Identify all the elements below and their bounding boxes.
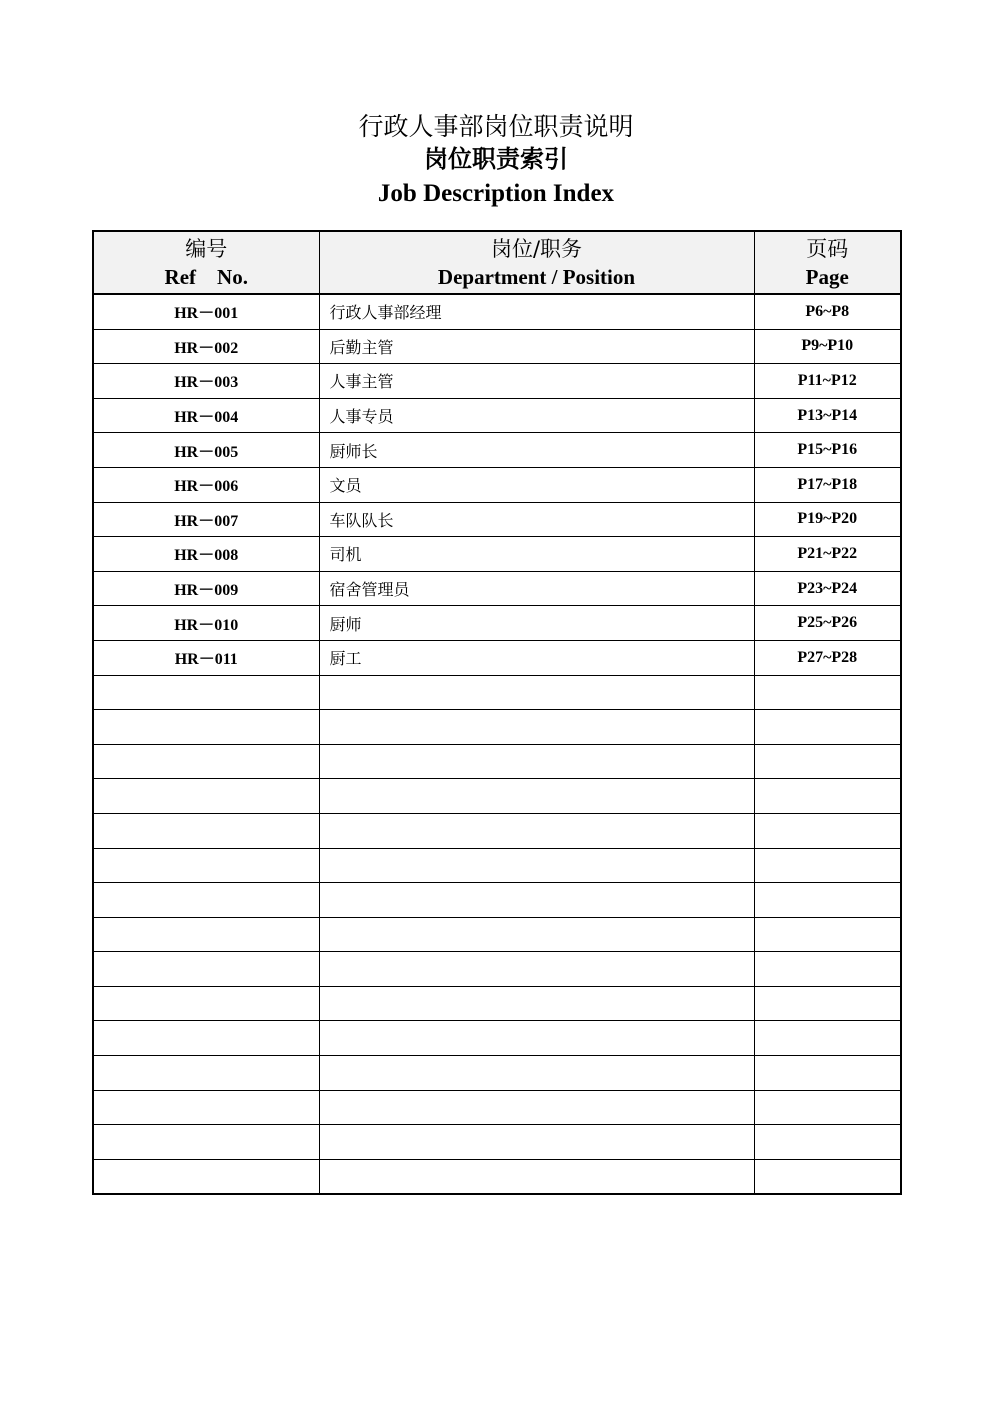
ref-no-header-en: Ref No. xyxy=(164,264,248,289)
table-row xyxy=(93,398,901,433)
page-cell: P27~P28 xyxy=(754,640,901,675)
empty-cell xyxy=(754,710,901,745)
table-row xyxy=(93,537,901,572)
empty-cell xyxy=(93,1056,319,1091)
empty-cell xyxy=(754,779,901,814)
position-cell: 司机 xyxy=(319,537,754,572)
empty-cell xyxy=(93,744,319,779)
empty-cell xyxy=(754,1159,901,1194)
empty-cell xyxy=(319,986,754,1021)
empty-cell xyxy=(754,986,901,1021)
position-header xyxy=(319,231,754,294)
position-header-cn: 岗位/职务 xyxy=(490,236,583,261)
empty-cell xyxy=(93,779,319,814)
ref-cell: HR－004 xyxy=(93,398,319,433)
empty-table-row xyxy=(93,710,901,745)
table-row xyxy=(93,329,901,364)
empty-cell xyxy=(319,1159,754,1194)
position-cell: 人事专员 xyxy=(319,398,754,433)
empty-table-row xyxy=(93,952,901,987)
position-cell: 文员 xyxy=(319,467,754,502)
empty-cell xyxy=(319,848,754,883)
page-cell: P6~P8 xyxy=(754,294,901,329)
page-cell: P25~P26 xyxy=(754,606,901,641)
empty-cell xyxy=(319,952,754,987)
page-cell: P15~P16 xyxy=(754,433,901,468)
ref-cell: HR－002 xyxy=(93,329,319,364)
ref-cell: HR－006 xyxy=(93,467,319,502)
ref-cell: HR－005 xyxy=(93,433,319,468)
table-body xyxy=(93,294,901,1194)
empty-cell xyxy=(93,1125,319,1160)
position-cell: 后勤主管 xyxy=(319,329,754,364)
empty-cell xyxy=(93,1090,319,1125)
page-header xyxy=(754,231,901,294)
ref-cell: HR－011 xyxy=(93,640,319,675)
page-header-cn: 页码 xyxy=(806,236,849,261)
ref-cell: HR－008 xyxy=(93,537,319,572)
empty-table-row xyxy=(93,986,901,1021)
table-row xyxy=(93,640,901,675)
index-title-en: Job Description Index xyxy=(377,180,615,207)
empty-cell xyxy=(93,675,319,710)
page-cell: P9~P10 xyxy=(754,329,901,364)
empty-table-row xyxy=(93,917,901,952)
empty-table-row xyxy=(93,848,901,883)
table-header-row xyxy=(93,231,901,294)
job-index-table xyxy=(92,230,902,1195)
table-row xyxy=(93,364,901,399)
table-row xyxy=(93,571,901,606)
empty-cell xyxy=(93,952,319,987)
position-cell: 厨师长 xyxy=(319,433,754,468)
empty-table-row xyxy=(93,813,901,848)
empty-cell xyxy=(93,848,319,883)
ref-no-header xyxy=(93,231,319,294)
empty-cell xyxy=(754,1125,901,1160)
ref-cell: HR－003 xyxy=(93,364,319,399)
page-cell: P17~P18 xyxy=(754,467,901,502)
empty-cell xyxy=(319,813,754,848)
empty-cell xyxy=(319,1090,754,1125)
table-row xyxy=(93,467,901,502)
empty-cell xyxy=(93,710,319,745)
empty-table-row xyxy=(93,1056,901,1091)
empty-cell xyxy=(319,1056,754,1091)
table-row xyxy=(93,294,901,329)
page-cell: P19~P20 xyxy=(754,502,901,537)
empty-cell xyxy=(319,675,754,710)
empty-cell xyxy=(319,917,754,952)
position-cell: 厨工 xyxy=(319,640,754,675)
empty-table-row xyxy=(93,675,901,710)
page-cell: P11~P12 xyxy=(754,364,901,399)
position-cell: 车队队长 xyxy=(319,502,754,537)
empty-cell xyxy=(754,917,901,952)
empty-cell xyxy=(319,1021,754,1056)
empty-cell xyxy=(319,710,754,745)
empty-table-row xyxy=(93,1159,901,1194)
empty-cell xyxy=(754,952,901,987)
page-cell: P23~P24 xyxy=(754,571,901,606)
empty-cell xyxy=(754,848,901,883)
ref-cell: HR－010 xyxy=(93,606,319,641)
table-row xyxy=(93,606,901,641)
empty-cell xyxy=(93,813,319,848)
page-header-en: Page xyxy=(805,264,849,289)
empty-cell xyxy=(93,883,319,918)
empty-cell xyxy=(754,813,901,848)
empty-cell xyxy=(754,675,901,710)
ref-cell: HR－007 xyxy=(93,502,319,537)
empty-cell xyxy=(319,883,754,918)
empty-cell xyxy=(319,1125,754,1160)
empty-cell xyxy=(93,917,319,952)
position-cell: 行政人事部经理 xyxy=(319,294,754,329)
empty-cell xyxy=(754,1021,901,1056)
empty-table-row xyxy=(93,1090,901,1125)
position-cell: 人事主管 xyxy=(319,364,754,399)
empty-cell xyxy=(754,744,901,779)
empty-table-row xyxy=(93,1125,901,1160)
empty-table-row xyxy=(93,883,901,918)
ref-cell: HR－009 xyxy=(93,571,319,606)
empty-cell xyxy=(319,744,754,779)
page-cell: P13~P14 xyxy=(754,398,901,433)
ref-no-header-cn: 编号 xyxy=(185,236,228,261)
ref-cell: HR－001 xyxy=(93,294,319,329)
empty-cell xyxy=(754,1056,901,1091)
empty-table-row xyxy=(93,1021,901,1056)
empty-cell xyxy=(754,883,901,918)
empty-cell xyxy=(754,1090,901,1125)
empty-cell xyxy=(93,1159,319,1194)
empty-table-row xyxy=(93,744,901,779)
document-title: 行政人事部岗位职责说明 xyxy=(358,112,634,141)
page-cell: P21~P22 xyxy=(754,537,901,572)
position-header-en: Department / Position xyxy=(437,264,636,289)
index-title-cn: 岗位职责索引 xyxy=(424,145,568,173)
empty-cell xyxy=(93,986,319,1021)
empty-table-row xyxy=(93,779,901,814)
table-row xyxy=(93,502,901,537)
position-cell: 厨师 xyxy=(319,606,754,641)
empty-cell xyxy=(93,1021,319,1056)
position-cell: 宿舍管理员 xyxy=(319,571,754,606)
table-row xyxy=(93,433,901,468)
empty-cell xyxy=(319,779,754,814)
